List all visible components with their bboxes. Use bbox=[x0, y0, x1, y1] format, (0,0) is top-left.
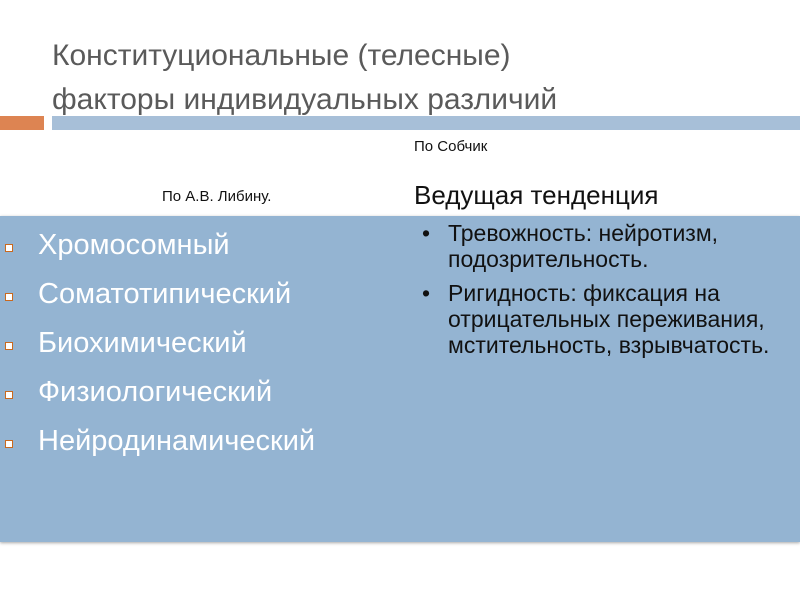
right-caption: По Собчик bbox=[414, 138, 488, 155]
left-caption: По А.В. Либину. bbox=[162, 188, 272, 205]
accent-bar-orange bbox=[0, 116, 44, 130]
accent-bar-blue bbox=[52, 116, 800, 130]
round-bullet-icon: • bbox=[422, 280, 431, 306]
title-line-2: факторы индивидуальных различий bbox=[52, 83, 558, 116]
square-bullet-icon bbox=[5, 293, 13, 301]
list-item-label: Ригидность: фиксация на отрицательных переживания, мстительность, взрывчатость. bbox=[448, 280, 770, 358]
square-bullet-icon bbox=[5, 391, 13, 399]
square-bullet-icon bbox=[5, 342, 13, 350]
list-item bbox=[0, 228, 315, 277]
list-item bbox=[0, 326, 315, 375]
list-item-label: Физиологический bbox=[38, 376, 273, 408]
left-factor-list bbox=[0, 228, 315, 473]
list-item-label: Биохимический bbox=[38, 327, 247, 359]
list-item-label: Хромосомный bbox=[38, 229, 230, 261]
list-item bbox=[420, 280, 790, 358]
list-item bbox=[0, 375, 315, 424]
list-item bbox=[0, 424, 315, 473]
list-item-label: Нейродинамический bbox=[38, 425, 316, 457]
slide-title bbox=[52, 34, 772, 122]
list-item bbox=[420, 220, 790, 272]
title-line-1: Конституциональные (телесные) bbox=[52, 39, 511, 72]
list-item-label: Тревожность: нейротизм, подозрительность. bbox=[448, 220, 719, 272]
list-item bbox=[0, 277, 315, 326]
right-tendency-list bbox=[420, 220, 790, 366]
square-bullet-icon bbox=[5, 244, 13, 252]
square-bullet-icon bbox=[5, 440, 13, 448]
right-heading: Ведущая тенденция bbox=[414, 180, 659, 210]
round-bullet-icon: • bbox=[422, 220, 431, 246]
list-item-label: Соматотипический bbox=[38, 278, 292, 310]
